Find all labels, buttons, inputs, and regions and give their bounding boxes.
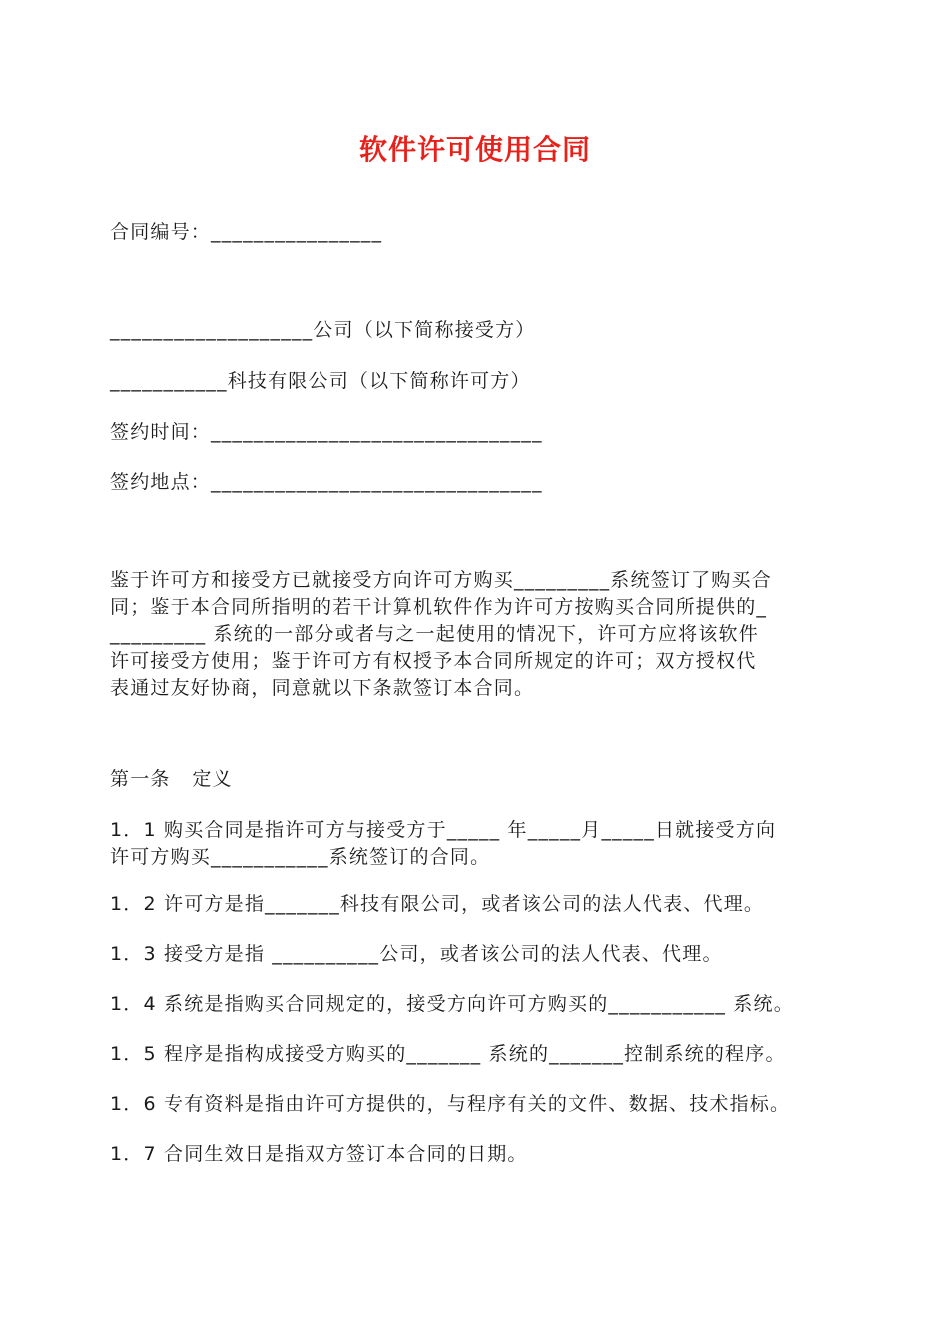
preamble-line: 同；鉴于本合同所指明的若干计算机软件作为许可方按购买合同所提供的_ bbox=[110, 596, 768, 618]
party-licensor-line: ___________科技有限公司（以下简称许可方） bbox=[110, 370, 531, 392]
clause-1-2: 1．2 许可方是指_______科技有限公司，或者该公司的法人代表、代理。 bbox=[110, 893, 765, 915]
preamble-line: 许可接受方使用；鉴于许可方有权授予本合同所规定的许可；双方授权代 bbox=[110, 650, 757, 672]
preamble-line: 表通过友好协商，同意就以下条款签订本合同。 bbox=[110, 677, 535, 699]
clause-1-4: 1．4 系统是指购买合同规定的，接受方向许可方购买的___________ 系统。 bbox=[110, 993, 794, 1015]
preamble-line: 鉴于许可方和接受方已就接受方向许可方购买_________系统签订了购买合 bbox=[110, 569, 772, 591]
clause-1-1 bbox=[110, 817, 844, 871]
clause-1-7: 1．7 合同生效日是指双方签订本合同的日期。 bbox=[110, 1143, 528, 1165]
clause-1-3: 1．3 接受方是指 __________公司，或者该公司的法人代表、代理。 bbox=[110, 943, 723, 965]
document-title: 软件许可使用合同 bbox=[358, 133, 591, 166]
clause-1-1-line: 1．1 购买合同是指许可方与接受方于_____ 年_____月_____日就接受方向 bbox=[110, 819, 777, 841]
preamble-line: _________ 系统的一部分或者与之一起使用的情况下，许可方应将该软件 bbox=[110, 623, 759, 645]
preamble-paragraph bbox=[110, 567, 844, 702]
article-1-heading: 第一条 定义 bbox=[110, 768, 233, 790]
contract-number-line: 合同编号：________________ bbox=[110, 221, 383, 243]
sign-time-line: 签约时间：_______________________________ bbox=[110, 421, 543, 443]
clause-1-5: 1．5 程序是指构成接受方购买的_______ 系统的_______控制系统的程序。 bbox=[110, 1043, 786, 1065]
clause-1-1-line: 许可方购买___________系统签订的合同。 bbox=[110, 846, 491, 868]
clause-1-6: 1．6 专有资料是指由许可方提供的，与程序有关的文件、数据、技术指标。 bbox=[110, 1093, 791, 1115]
sign-place-line: 签约地点：_______________________________ bbox=[110, 471, 543, 493]
party-receiver-line: ___________________公司（以下简称接受方） bbox=[110, 319, 536, 341]
